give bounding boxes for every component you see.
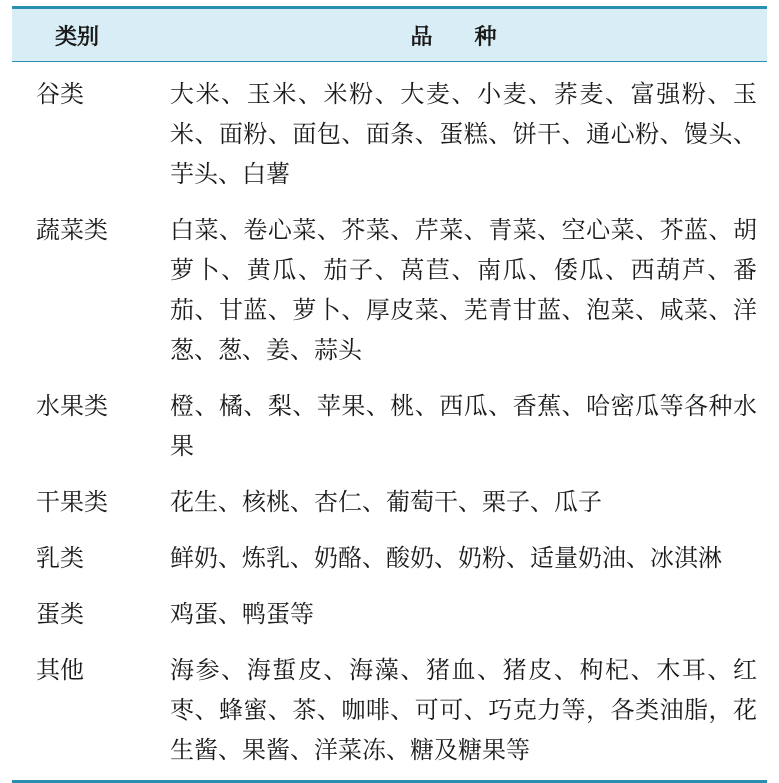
- row-items: 白菜、卷心菜、芥菜、芹菜、青菜、空心菜、芥蓝、胡萝卜、黄瓜、茄子、莴苣、南瓜、倭瓜、西葫芦、番茄、甘蓝、萝卜、厚皮菜、芜青甘蓝、泡菜、咸菜、洋葱、葱、姜、蒜头: [170, 216, 757, 364]
- food-table: [12, 6, 767, 783]
- table-row: [12, 526, 767, 582]
- table-row: [12, 198, 767, 374]
- row-items: 大米、玉米、米粉、大麦、小麦、荞麦、富强粉、玉米、面粉、面包、面条、蛋糕、饼干、通心粉、馒头、芋头、白薯: [170, 80, 757, 188]
- header-variety: 品种: [410, 24, 539, 50]
- row-category: 水果类: [36, 392, 108, 420]
- row-items: 橙、橘、梨、苹果、桃、西瓜、香蕉、哈密瓜等各种水果: [170, 392, 757, 460]
- row-items: 鲜奶、炼乳、奶酪、酸奶、奶粉、适量奶油、冰淇淋: [170, 544, 722, 572]
- table-header: [12, 9, 767, 62]
- row-category: 干果类: [36, 488, 108, 516]
- table-row: [12, 470, 767, 526]
- row-items: 花生、核桃、杏仁、葡萄干、栗子、瓜子: [170, 488, 602, 516]
- table-row: [12, 582, 767, 638]
- row-items: 海参、海蜇皮、海藻、猪血、猪皮、枸杞、木耳、红枣、蜂蜜、茶、咖啡、可可、巧克力等，各类油脂，花生酱、果酱、洋菜冻、糖及糖果等: [170, 656, 757, 764]
- row-category: 蛋类: [36, 600, 84, 628]
- row-category: 蔬菜类: [36, 216, 108, 244]
- row-category: 其他: [36, 656, 84, 684]
- row-category: 乳类: [36, 544, 84, 572]
- header-category: 类别: [54, 24, 99, 50]
- table-row: [12, 638, 767, 780]
- table-row: [12, 62, 767, 198]
- row-items: 鸡蛋、鸭蛋等: [170, 600, 314, 628]
- row-category: 谷类: [36, 80, 84, 108]
- table-row: [12, 374, 767, 470]
